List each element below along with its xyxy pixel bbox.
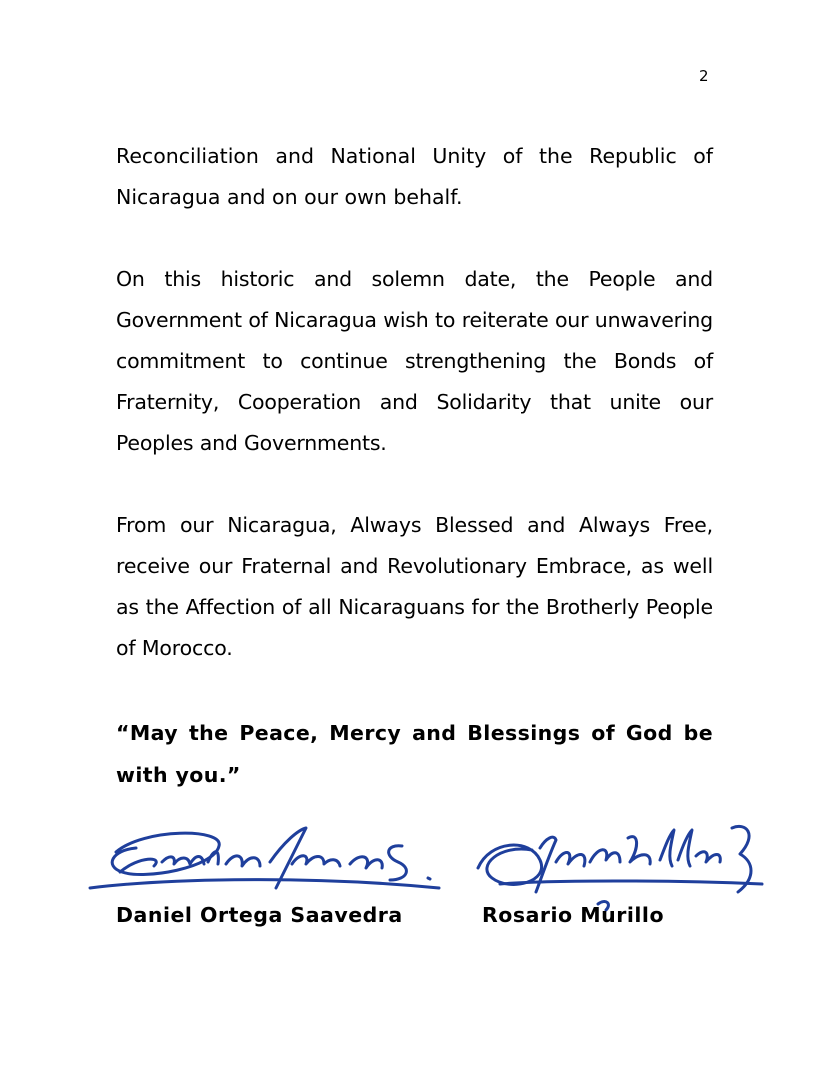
page-number: 2	[699, 67, 709, 85]
signer-name-ortega: Daniel Ortega Saavedra	[116, 903, 403, 927]
paragraph-reconciliation: Reconciliation and National Unity of the Republic of Nicaragua and on our own behalf.	[116, 144, 713, 209]
paragraph-embrace: From our Nicaragua, Always Blessed and Always Free, receive our Fraternal and Revolutionary Embrace, as well as the Affection of all Nicaraguans for the Brotherly People of Morocco.	[116, 513, 713, 660]
paragraph-commitment: On this historic and solemn date, the People and Government of Nicaragua wish to reiterate our unwavering commitment to continue strengthening the Bonds of Fraternity, Cooperation and Solidarity that unite our Peoples and Governments.	[116, 267, 713, 455]
closing-blessing: “May the Peace, Mercy and Blessings of God be with you.”	[116, 721, 713, 787]
signer-name-murillo: Rosario Murillo	[482, 903, 665, 927]
ortega-signature-icon	[84, 818, 444, 900]
